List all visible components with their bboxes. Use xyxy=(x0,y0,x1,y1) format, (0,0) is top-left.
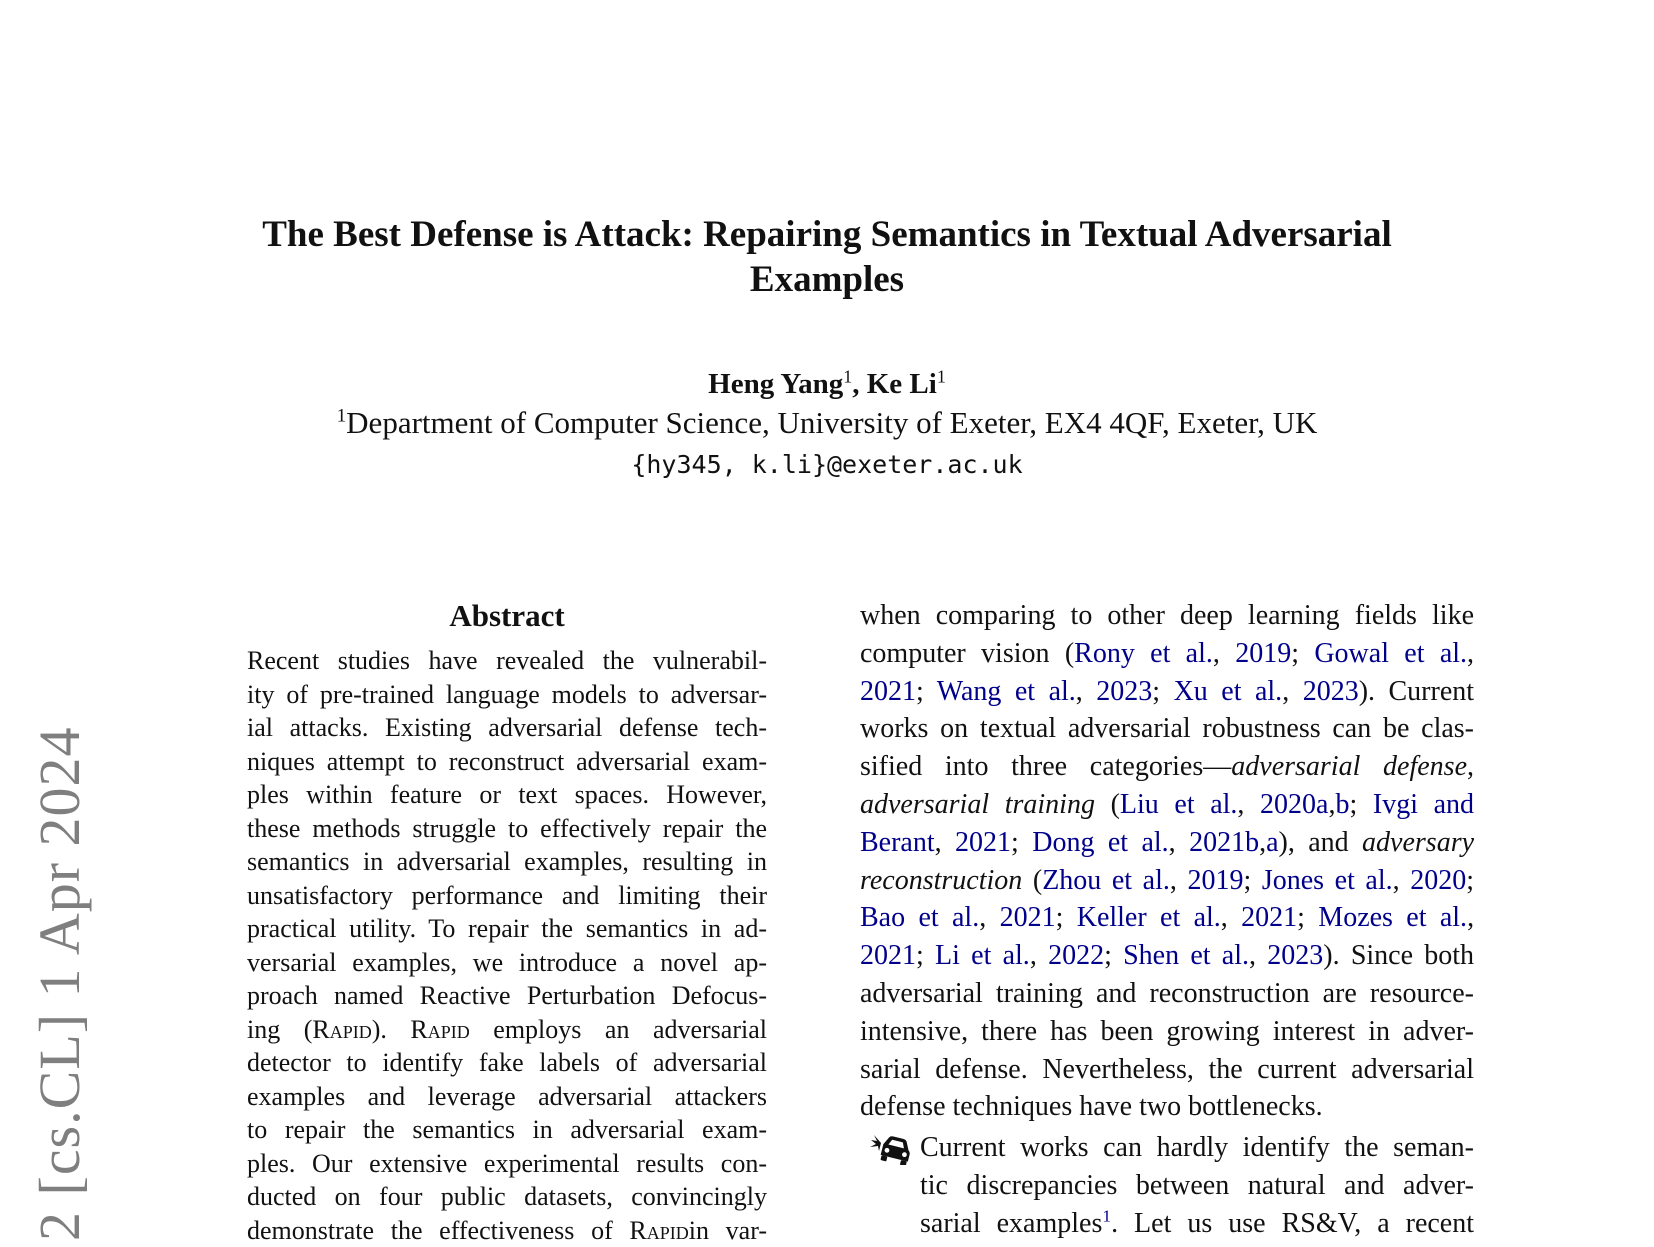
text-run: ; xyxy=(1291,638,1314,669)
footnote-mark-link[interactable]: 1 xyxy=(1102,1206,1111,1225)
citation-year-link[interactable]: b xyxy=(1335,789,1349,820)
body-line xyxy=(860,673,1474,711)
abstract-line: ity of pre-trained language models to adversar- xyxy=(247,678,767,712)
citation-link[interactable]: Shen et al. xyxy=(1123,940,1249,971)
paper-title-line-2: Examples xyxy=(0,257,1654,302)
text-run: in var- xyxy=(689,1216,767,1245)
text-run: computer vision ( xyxy=(860,638,1074,669)
text-run: , xyxy=(1030,940,1048,971)
text-run: ), and xyxy=(1279,827,1363,858)
citation-link[interactable]: Keller et al. xyxy=(1077,902,1221,933)
citation-link[interactable]: Rony et al. xyxy=(1074,638,1213,669)
arxiv-stamp: 2 [cs.CL] 1 Apr 2024 xyxy=(24,726,96,1241)
citation-link[interactable]: Bao et al. xyxy=(860,902,979,933)
citation-link[interactable]: Dong et al. xyxy=(1032,827,1168,858)
affiliation-text: Department of Computer Science, University of Exeter, EX4 4QF, Exeter, UK xyxy=(346,405,1317,440)
citation-year-link[interactable]: 2022 xyxy=(1048,940,1104,971)
text-run: employs an adversarial xyxy=(470,1015,767,1044)
body-line xyxy=(860,824,1474,862)
text-run: ; xyxy=(1152,676,1173,707)
text-run: ; xyxy=(916,676,937,707)
emphasis-term: reconstruction xyxy=(860,865,1022,896)
citation-link[interactable]: Jones et al. xyxy=(1262,865,1393,896)
citation-year-link[interactable]: a xyxy=(1266,827,1278,858)
text-run: ; xyxy=(1349,789,1372,820)
abstract-line: examples and leverage adversarial attackers xyxy=(247,1080,767,1114)
text-run: , xyxy=(1249,940,1267,971)
text-run: ). Since both xyxy=(1323,940,1474,971)
method-name-rapid: Rapid xyxy=(629,1216,688,1245)
citation-year-link[interactable]: 2021 xyxy=(1241,902,1297,933)
citation-link[interactable]: Li et al. xyxy=(935,940,1030,971)
abstract-heading: Abstract xyxy=(247,596,767,636)
affiliation-mark: 1 xyxy=(937,366,946,386)
citation-year-link[interactable]: 2023 xyxy=(1267,940,1323,971)
citation-link[interactable]: Gowal et al. xyxy=(1314,638,1467,669)
text-run: ; xyxy=(1104,940,1123,971)
text-run: ; xyxy=(916,940,935,971)
text-run: ; xyxy=(1243,865,1261,896)
method-name-rapid: Rapid xyxy=(410,1015,469,1044)
text-run: demonstrate the effectiveness of xyxy=(247,1216,629,1245)
abstract-line: practical utility. To repair the semantics in ad- xyxy=(247,912,767,946)
citation-link[interactable]: Mozes et al. xyxy=(1318,902,1467,933)
citation-link[interactable]: Xu et al. xyxy=(1174,676,1283,707)
text-run: ). xyxy=(372,1015,411,1044)
body-line xyxy=(860,899,1474,937)
text-run: , xyxy=(1467,751,1474,782)
paper-title xyxy=(0,212,1654,302)
citation-link[interactable]: Ivgi and xyxy=(1373,789,1474,820)
body-line: when comparing to other deep learning fields like xyxy=(860,597,1474,635)
author-list xyxy=(0,367,1654,401)
abstract-line: niques attempt to reconstruct adversarial exam- xyxy=(247,745,767,779)
body-line xyxy=(860,748,1474,786)
author-name: Heng Yang xyxy=(708,368,843,400)
body-line: adversarial training and reconstruction are resource- xyxy=(860,975,1474,1013)
text-run: sarial examples xyxy=(920,1208,1102,1239)
body-line xyxy=(860,786,1474,824)
citation-year-link[interactable]: 2021 xyxy=(860,940,916,971)
text-run: , xyxy=(1259,827,1266,858)
affiliation xyxy=(0,404,1654,442)
text-run: , xyxy=(1328,789,1335,820)
text-run: . Let us use RS&V, a recent xyxy=(1111,1208,1474,1239)
text-run: ; xyxy=(1011,827,1032,858)
text-run: ing ( xyxy=(247,1015,312,1044)
text-run: ( xyxy=(1022,865,1042,896)
body-line: intensive, there has been growing interest in adver- xyxy=(860,1013,1474,1051)
body-line xyxy=(860,937,1474,975)
intro-body xyxy=(860,597,1474,1243)
bullet-line xyxy=(920,1205,1474,1243)
bullet-line: Current works can hardly identify the seman- xyxy=(920,1129,1474,1167)
emphasis-term: adversary xyxy=(1362,827,1474,858)
abstract-line: ples. Our extensive experimental results con- xyxy=(247,1147,767,1181)
author-email[interactable]: {hy345, k.li}@exeter.ac.uk xyxy=(0,450,1654,480)
body-line xyxy=(860,635,1474,673)
citation-year-link[interactable]: 2021 xyxy=(1000,902,1056,933)
text-run: , xyxy=(1169,827,1189,858)
paper-title-line-1: The Best Defense is Attack: Repairing Semantics in Textual Adversarial xyxy=(0,212,1654,257)
bottleneck-bullet-item xyxy=(860,1129,1474,1242)
citation-year-link[interactable]: 2021 xyxy=(955,827,1011,858)
citation-year-link[interactable]: 2021 xyxy=(860,676,916,707)
emphasis-term: adversarial defense xyxy=(1231,751,1467,782)
abstract-line: ples within feature or text spaces. However, xyxy=(247,778,767,812)
abstract-line xyxy=(247,1013,767,1047)
affiliation-mark: 1 xyxy=(843,366,852,386)
abstract-line: unsatisfactory performance and limiting their xyxy=(247,879,767,913)
citation-link[interactable]: Berant xyxy=(860,827,935,858)
text-run: , xyxy=(1393,865,1411,896)
citation-year-link[interactable]: 2019 xyxy=(1235,638,1291,669)
text-run: , xyxy=(1076,676,1097,707)
affiliation-mark: 1 xyxy=(337,406,347,427)
abstract-line: ial attacks. Existing adversarial defense tech- xyxy=(247,711,767,745)
body-line: sarial defense. Nevertheless, the current adversarial xyxy=(860,1051,1474,1089)
citation-link[interactable]: Zhou et al. xyxy=(1042,865,1170,896)
text-run: , xyxy=(1282,676,1303,707)
abstract-line: proach named Reactive Perturbation Defocus- xyxy=(247,979,767,1013)
citation-link[interactable]: Wang et al. xyxy=(937,676,1076,707)
citation-year-link[interactable]: 2020a xyxy=(1260,789,1328,820)
text-run: , xyxy=(1213,638,1235,669)
body-line: defense techniques have two bottlenecks. xyxy=(860,1088,1474,1126)
citation-year-link[interactable]: 2023 xyxy=(1096,676,1152,707)
text-run: , xyxy=(935,827,955,858)
text-run: ( xyxy=(1095,789,1120,820)
citation-year-link[interactable]: 2019 xyxy=(1187,865,1243,896)
text-run: sified into three categories— xyxy=(860,751,1231,782)
author-name: Ke Li xyxy=(867,368,937,400)
abstract-line: these methods struggle to effectively repair the xyxy=(247,812,767,846)
car-crash-icon xyxy=(868,1133,910,1165)
emphasis-term: adversarial training xyxy=(860,789,1095,820)
abstract-section xyxy=(247,596,767,1247)
text-run: , xyxy=(1467,638,1474,669)
text-run: , xyxy=(979,902,999,933)
text-run: ; xyxy=(1297,902,1318,933)
method-name-rapid: Rapid xyxy=(312,1015,371,1044)
text-run: , xyxy=(1170,865,1188,896)
text-run: , xyxy=(1237,789,1260,820)
bullet-line: tic discrepancies between natural and adver- xyxy=(920,1167,1474,1205)
citation-year-link[interactable]: 2023 xyxy=(1303,676,1359,707)
citation-year-link[interactable]: 2020 xyxy=(1410,865,1466,896)
abstract-line: versarial examples, we introduce a novel ap- xyxy=(247,946,767,980)
text-run: , xyxy=(1467,902,1474,933)
author-separator: , xyxy=(852,368,867,400)
citation-link[interactable]: Liu et al. xyxy=(1120,789,1238,820)
abstract-line: to repair the semantics in adversarial exam- xyxy=(247,1113,767,1147)
text-run: , xyxy=(1221,902,1241,933)
body-line: works on textual adversarial robustness can be clas- xyxy=(860,710,1474,748)
text-run: ; xyxy=(1466,865,1474,896)
citation-year-link[interactable]: 2021b xyxy=(1189,827,1259,858)
abstract-line xyxy=(247,1214,767,1247)
text-run: ). Current xyxy=(1359,676,1474,707)
abstract-line: detector to identify fake labels of adversarial xyxy=(247,1046,767,1080)
abstract-body xyxy=(247,644,767,1247)
text-run: ; xyxy=(1056,902,1077,933)
abstract-line: ducted on four public datasets, convincingly xyxy=(247,1180,767,1214)
abstract-line: Recent studies have revealed the vulnerabil- xyxy=(247,644,767,678)
abstract-line: semantics in adversarial examples, resulting in xyxy=(247,845,767,879)
body-line xyxy=(860,862,1474,900)
